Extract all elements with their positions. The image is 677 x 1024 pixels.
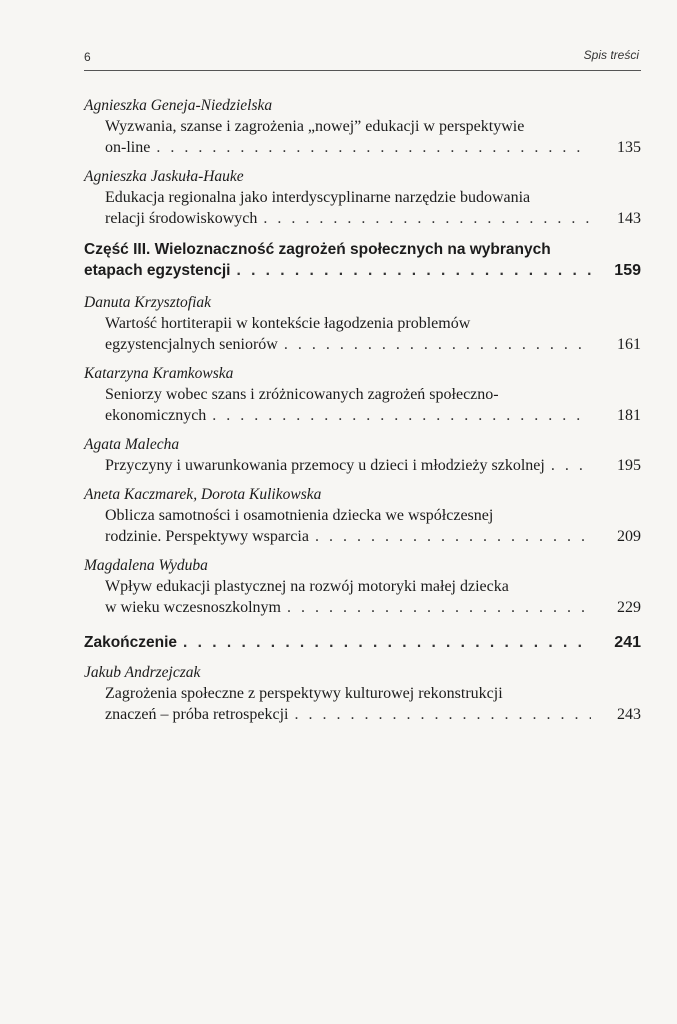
toc-entry — [84, 663, 641, 725]
toc-entry — [84, 293, 641, 355]
entry-page-number: 209 — [617, 528, 641, 545]
closing-title: Zakończenie — [84, 634, 178, 651]
toc-entry — [84, 435, 641, 476]
running-title: Spis treści — [583, 48, 639, 62]
toc-entry — [84, 556, 641, 618]
entry-title-line: Wyzwania, szanse i zagrożenia „nowej” edukacji w perspektywie — [105, 118, 525, 135]
entry-author: Agnieszka Jaskuła-Hauke — [84, 168, 244, 185]
entry-page-number: 143 — [617, 210, 641, 227]
entry-page-number: 229 — [617, 599, 641, 616]
entry-author: Magdalena Wyduba — [84, 557, 208, 574]
dot-leader — [315, 526, 591, 547]
entry-title-line: relacji środowiskowych — [105, 210, 258, 227]
toc-entry — [84, 364, 641, 426]
entry-author: Danuta Krzysztofiak — [84, 294, 212, 311]
entry-title-line: on-line — [105, 139, 151, 156]
entry-title-line: Wartość hortiterapii w kontekście łagodzenia problemów — [105, 315, 471, 332]
part-title-line: Część III. Wieloznaczność zagrożeń społecznych na wybranych — [84, 241, 551, 258]
entry-title-last — [84, 704, 641, 725]
part-title-last — [84, 260, 641, 281]
header-rule — [84, 70, 641, 71]
entry-page-number: 195 — [617, 457, 641, 474]
entry-page-number: 181 — [617, 407, 641, 424]
entry-title-last — [84, 526, 641, 547]
entry-title-line: znaczeń – próba retrospekcji — [105, 706, 289, 723]
dot-leader — [236, 260, 591, 281]
entry-page-number: 135 — [617, 139, 641, 156]
entry-author: Katarzyna Kramkowska — [84, 365, 234, 382]
dot-leader — [284, 334, 591, 355]
entry-title-last — [84, 137, 641, 158]
entry-title-line: Zagrożenia społeczne z perspektywy kulturowej rekonstrukcji — [105, 685, 503, 702]
closing-page-number: 241 — [614, 634, 641, 651]
dot-leader — [156, 137, 591, 158]
entry-title-last — [84, 405, 641, 426]
page-header — [82, 46, 639, 68]
page-number: 6 — [84, 50, 91, 64]
entry-title-line: Wpływ edukacji plastycznej na rozwój motoryki małej dziecka — [105, 578, 509, 595]
entry-author: Agnieszka Geneja-Niedzielska — [84, 97, 273, 114]
part-page-number: 159 — [614, 262, 641, 279]
entry-author: Aneta Kaczmarek, Dorota Kulikowska — [84, 486, 322, 503]
entry-author: Agata Malecha — [84, 436, 180, 453]
entry-title-last — [84, 597, 641, 618]
entry-title-last — [84, 455, 641, 476]
dot-leader — [294, 704, 591, 725]
entry-page-number: 161 — [617, 336, 641, 353]
entry-title-line: egzystencjalnych seniorów — [105, 336, 278, 353]
toc-closing-heading — [84, 632, 641, 653]
dot-leader — [183, 632, 591, 653]
entry-title-line: w wieku wczesnoszkolnym — [105, 599, 281, 616]
entry-title-last — [84, 334, 641, 355]
entry-title-line: Oblicza samotności i osamotnienia dziecka we współczesnej — [105, 507, 494, 524]
entry-page-number: 243 — [617, 706, 641, 723]
toc-part-heading — [84, 239, 641, 281]
entry-title-line: ekonomicznych — [105, 407, 207, 424]
toc-entry — [84, 485, 641, 547]
entry-title-line: rodzinie. Perspektywy wsparcia — [105, 528, 309, 545]
dot-leader — [263, 208, 591, 229]
entry-title-line: Przyczyny i uwarunkowania przemocy u dzieci i młodzieży szkolnej — [105, 457, 545, 474]
entry-title-line: Seniorzy wobec szans i zróżnicowanych zagrożeń społeczno- — [105, 386, 499, 403]
part-title-line: etapach egzystencji — [84, 262, 231, 279]
dot-leader — [212, 405, 591, 426]
toc-entry — [84, 96, 641, 158]
toc-entry — [84, 167, 641, 229]
entry-title-last — [84, 208, 641, 229]
entry-title-line: Edukacja regionalna jako interdyscyplinarne narzędzie budowania — [105, 189, 531, 206]
dot-leader — [551, 455, 591, 476]
entry-author: Jakub Andrzejczak — [84, 664, 201, 681]
table-of-contents — [84, 96, 641, 734]
dot-leader — [287, 597, 591, 618]
